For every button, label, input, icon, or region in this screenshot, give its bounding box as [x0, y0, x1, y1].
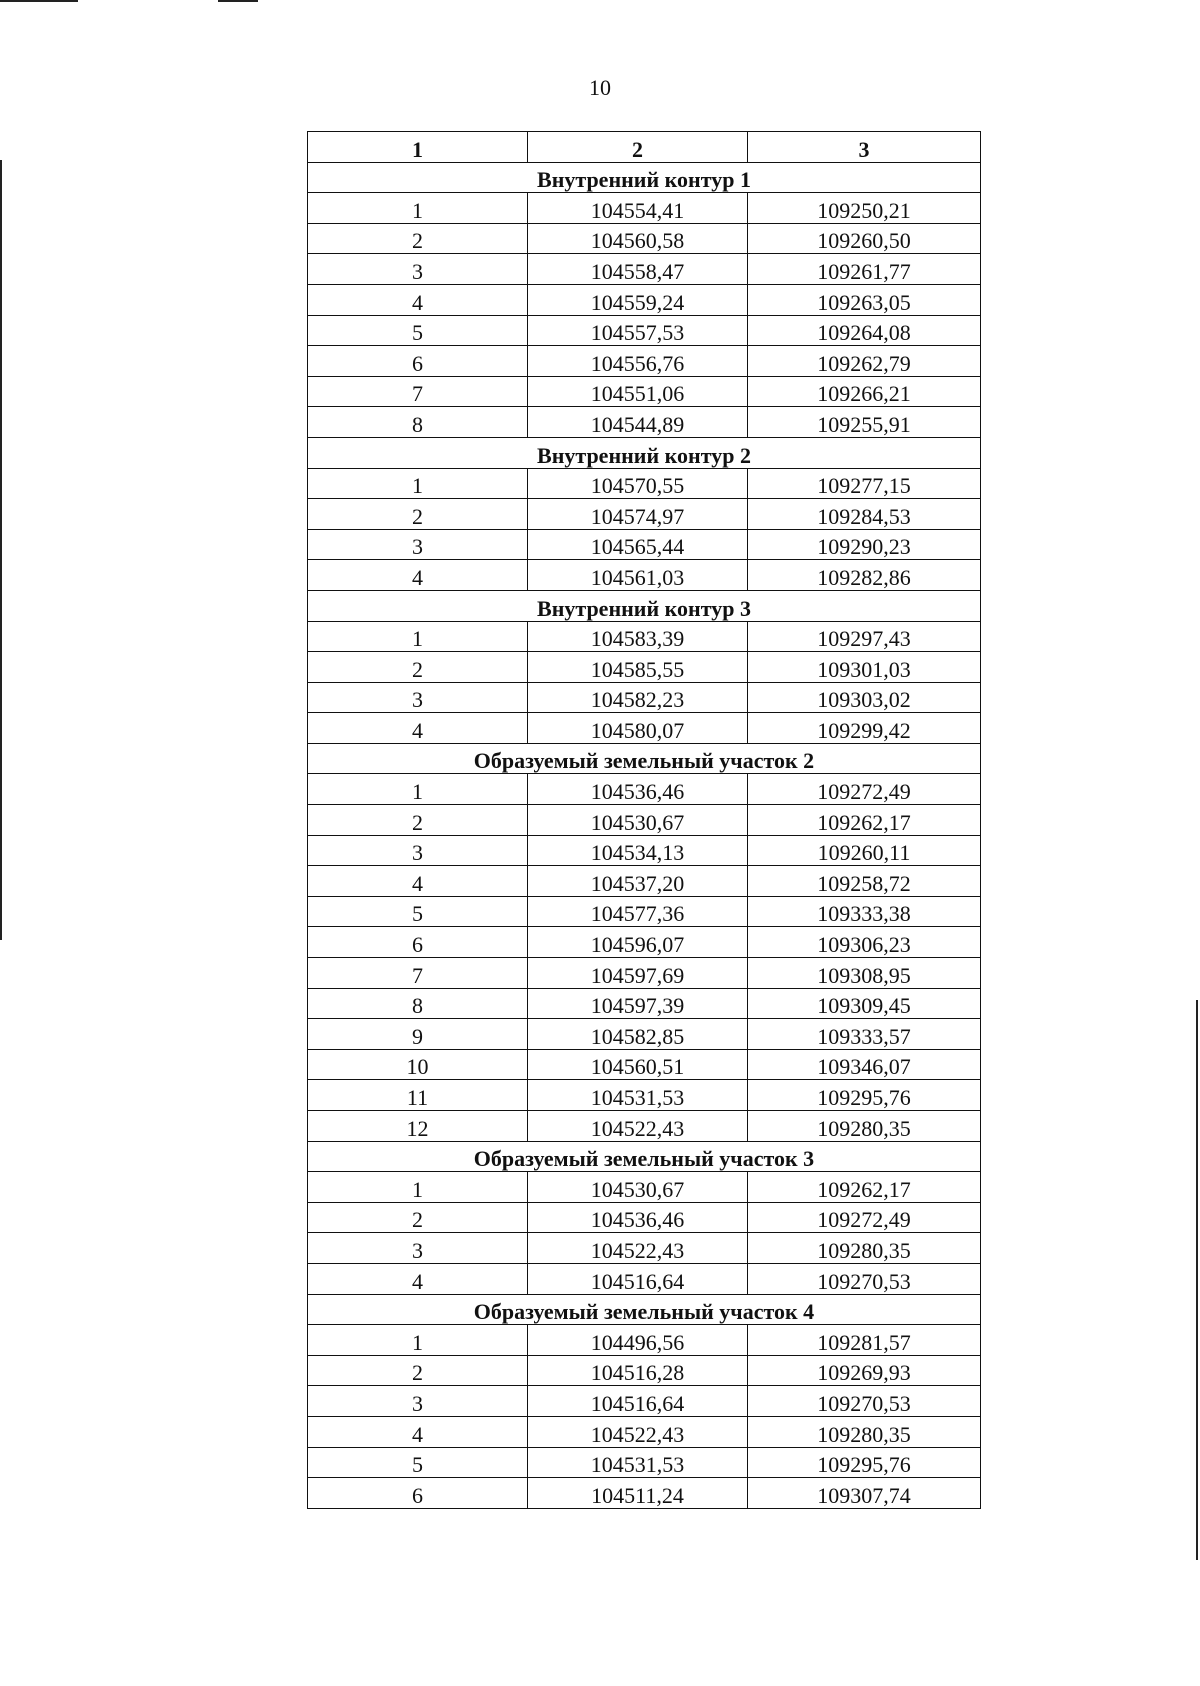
- x-coordinate-cell: 104516,28: [528, 1355, 748, 1386]
- y-coordinate-cell: 109284,53: [748, 499, 981, 530]
- table-row: [308, 1111, 981, 1142]
- table-row: [308, 835, 981, 866]
- coordinates-table: [307, 131, 981, 1509]
- x-coordinate-cell: 104511,24: [528, 1478, 748, 1509]
- point-number-cell: 5: [308, 1447, 528, 1478]
- table-row: [308, 254, 981, 285]
- x-coordinate-cell: 104561,03: [528, 560, 748, 591]
- point-number-cell: 2: [308, 652, 528, 683]
- table-row: [308, 866, 981, 897]
- section-row: [308, 437, 981, 468]
- y-coordinate-cell: 109299,42: [748, 713, 981, 744]
- section-title: Образуемый земельный участок 2: [308, 743, 981, 774]
- y-coordinate-cell: 109295,76: [748, 1080, 981, 1111]
- x-coordinate-cell: 104516,64: [528, 1386, 748, 1417]
- point-number-cell: 6: [308, 1478, 528, 1509]
- table-row: [308, 621, 981, 652]
- x-coordinate-cell: 104534,13: [528, 835, 748, 866]
- x-coordinate-cell: 104577,36: [528, 896, 748, 927]
- y-coordinate-cell: 109264,08: [748, 315, 981, 346]
- section-title: Внутренний контур 1: [308, 162, 981, 193]
- table-row: [308, 346, 981, 377]
- point-number-cell: 3: [308, 1386, 528, 1417]
- point-number-cell: 3: [308, 835, 528, 866]
- table-row: [308, 315, 981, 346]
- table-row: [308, 1325, 981, 1356]
- x-coordinate-cell: 104556,76: [528, 346, 748, 377]
- x-coordinate-cell: 104531,53: [528, 1080, 748, 1111]
- header-cell-x: 2: [528, 132, 748, 163]
- point-number-cell: 6: [308, 346, 528, 377]
- point-number-cell: 9: [308, 1019, 528, 1050]
- table-row: [308, 1019, 981, 1050]
- y-coordinate-cell: 109270,53: [748, 1386, 981, 1417]
- table-header-row: [308, 132, 981, 163]
- x-coordinate-cell: 104551,06: [528, 376, 748, 407]
- y-coordinate-cell: 109280,35: [748, 1233, 981, 1264]
- table-row: [308, 1263, 981, 1294]
- y-coordinate-cell: 109308,95: [748, 958, 981, 989]
- section-title: Образуемый земельный участок 3: [308, 1141, 981, 1172]
- y-coordinate-cell: 109277,15: [748, 468, 981, 499]
- point-number-cell: 1: [308, 193, 528, 224]
- x-coordinate-cell: 104597,69: [528, 958, 748, 989]
- y-coordinate-cell: 109280,35: [748, 1416, 981, 1447]
- point-number-cell: 8: [308, 988, 528, 1019]
- table-row: [308, 193, 981, 224]
- point-number-cell: 4: [308, 284, 528, 315]
- table-row: [308, 1049, 981, 1080]
- table-row: [308, 1233, 981, 1264]
- point-number-cell: 12: [308, 1111, 528, 1142]
- section-title: Внутренний контур 2: [308, 437, 981, 468]
- header-cell-y: 3: [748, 132, 981, 163]
- table-row: [308, 1202, 981, 1233]
- point-number-cell: 2: [308, 1202, 528, 1233]
- x-coordinate-cell: 104522,43: [528, 1416, 748, 1447]
- y-coordinate-cell: 109270,53: [748, 1263, 981, 1294]
- table-row: [308, 682, 981, 713]
- coordinates-table-body: [308, 132, 981, 1509]
- point-number-cell: 5: [308, 315, 528, 346]
- scan-edge-mark-top-left: [0, 0, 78, 2]
- x-coordinate-cell: 104544,89: [528, 407, 748, 438]
- scan-edge-mark-top: [218, 0, 258, 2]
- y-coordinate-cell: 109333,57: [748, 1019, 981, 1050]
- y-coordinate-cell: 109307,74: [748, 1478, 981, 1509]
- table-row: [308, 652, 981, 683]
- table-row: [308, 1478, 981, 1509]
- x-coordinate-cell: 104597,39: [528, 988, 748, 1019]
- point-number-cell: 4: [308, 1416, 528, 1447]
- x-coordinate-cell: 104537,20: [528, 866, 748, 897]
- x-coordinate-cell: 104574,97: [528, 499, 748, 530]
- point-number-cell: 2: [308, 805, 528, 836]
- y-coordinate-cell: 109297,43: [748, 621, 981, 652]
- section-title: Образуемый земельный участок 4: [308, 1294, 981, 1325]
- y-coordinate-cell: 109255,91: [748, 407, 981, 438]
- x-coordinate-cell: 104530,67: [528, 805, 748, 836]
- y-coordinate-cell: 109261,77: [748, 254, 981, 285]
- table-row: [308, 1172, 981, 1203]
- x-coordinate-cell: 104580,07: [528, 713, 748, 744]
- table-row: [308, 468, 981, 499]
- y-coordinate-cell: 109280,35: [748, 1111, 981, 1142]
- y-coordinate-cell: 109260,50: [748, 223, 981, 254]
- scan-edge-line-right: [1196, 1000, 1198, 1560]
- table-row: [308, 927, 981, 958]
- section-row: [308, 1294, 981, 1325]
- table-row: [308, 774, 981, 805]
- y-coordinate-cell: 109250,21: [748, 193, 981, 224]
- section-row: [308, 162, 981, 193]
- table-row: [308, 1416, 981, 1447]
- point-number-cell: 1: [308, 1325, 528, 1356]
- x-coordinate-cell: 104583,39: [528, 621, 748, 652]
- y-coordinate-cell: 109262,17: [748, 1172, 981, 1203]
- x-coordinate-cell: 104585,55: [528, 652, 748, 683]
- x-coordinate-cell: 104559,24: [528, 284, 748, 315]
- y-coordinate-cell: 109260,11: [748, 835, 981, 866]
- table-row: [308, 896, 981, 927]
- x-coordinate-cell: 104530,67: [528, 1172, 748, 1203]
- point-number-cell: 1: [308, 774, 528, 805]
- x-coordinate-cell: 104522,43: [528, 1233, 748, 1264]
- point-number-cell: 4: [308, 1263, 528, 1294]
- y-coordinate-cell: 109269,93: [748, 1355, 981, 1386]
- point-number-cell: 1: [308, 468, 528, 499]
- x-coordinate-cell: 104582,85: [528, 1019, 748, 1050]
- x-coordinate-cell: 104560,51: [528, 1049, 748, 1080]
- point-number-cell: 4: [308, 713, 528, 744]
- y-coordinate-cell: 109262,79: [748, 346, 981, 377]
- y-coordinate-cell: 109333,38: [748, 896, 981, 927]
- x-coordinate-cell: 104536,46: [528, 1202, 748, 1233]
- point-number-cell: 2: [308, 1355, 528, 1386]
- y-coordinate-cell: 109281,57: [748, 1325, 981, 1356]
- section-row: [308, 590, 981, 621]
- point-number-cell: 11: [308, 1080, 528, 1111]
- y-coordinate-cell: 109301,03: [748, 652, 981, 683]
- table-row: [308, 1355, 981, 1386]
- point-number-cell: 4: [308, 866, 528, 897]
- y-coordinate-cell: 109303,02: [748, 682, 981, 713]
- table-row: [308, 376, 981, 407]
- table-row: [308, 529, 981, 560]
- x-coordinate-cell: 104596,07: [528, 927, 748, 958]
- table-row: [308, 1080, 981, 1111]
- x-coordinate-cell: 104496,56: [528, 1325, 748, 1356]
- header-cell-point: 1: [308, 132, 528, 163]
- x-coordinate-cell: 104516,64: [528, 1263, 748, 1294]
- x-coordinate-cell: 104531,53: [528, 1447, 748, 1478]
- point-number-cell: 8: [308, 407, 528, 438]
- x-coordinate-cell: 104582,23: [528, 682, 748, 713]
- section-row: [308, 1141, 981, 1172]
- table-row: [308, 1386, 981, 1417]
- point-number-cell: 10: [308, 1049, 528, 1080]
- point-number-cell: 2: [308, 223, 528, 254]
- point-number-cell: 5: [308, 896, 528, 927]
- y-coordinate-cell: 109262,17: [748, 805, 981, 836]
- section-row: [308, 743, 981, 774]
- table-row: [308, 713, 981, 744]
- table-row: [308, 284, 981, 315]
- x-coordinate-cell: 104558,47: [528, 254, 748, 285]
- y-coordinate-cell: 109263,05: [748, 284, 981, 315]
- table-row: [308, 1447, 981, 1478]
- page-number: 10: [589, 75, 611, 100]
- point-number-cell: 2: [308, 499, 528, 530]
- x-coordinate-cell: 104560,58: [528, 223, 748, 254]
- point-number-cell: 7: [308, 958, 528, 989]
- y-coordinate-cell: 109309,45: [748, 988, 981, 1019]
- point-number-cell: 3: [308, 682, 528, 713]
- y-coordinate-cell: 109346,07: [748, 1049, 981, 1080]
- table-row: [308, 988, 981, 1019]
- point-number-cell: 1: [308, 621, 528, 652]
- y-coordinate-cell: 109282,86: [748, 560, 981, 591]
- point-number-cell: 7: [308, 376, 528, 407]
- x-coordinate-cell: 104557,53: [528, 315, 748, 346]
- table-row: [308, 223, 981, 254]
- x-coordinate-cell: 104570,55: [528, 468, 748, 499]
- scan-edge-line-left: [0, 160, 2, 940]
- y-coordinate-cell: 109290,23: [748, 529, 981, 560]
- table-row: [308, 805, 981, 836]
- y-coordinate-cell: 109272,49: [748, 774, 981, 805]
- table-row: [308, 958, 981, 989]
- x-coordinate-cell: 104522,43: [528, 1111, 748, 1142]
- point-number-cell: 3: [308, 529, 528, 560]
- section-title: Внутренний контур 3: [308, 590, 981, 621]
- table-row: [308, 560, 981, 591]
- x-coordinate-cell: 104536,46: [528, 774, 748, 805]
- y-coordinate-cell: 109258,72: [748, 866, 981, 897]
- point-number-cell: 4: [308, 560, 528, 591]
- table-row: [308, 499, 981, 530]
- point-number-cell: 6: [308, 927, 528, 958]
- point-number-cell: 3: [308, 254, 528, 285]
- point-number-cell: 3: [308, 1233, 528, 1264]
- y-coordinate-cell: 109272,49: [748, 1202, 981, 1233]
- point-number-cell: 1: [308, 1172, 528, 1203]
- table-row: [308, 407, 981, 438]
- y-coordinate-cell: 109295,76: [748, 1447, 981, 1478]
- y-coordinate-cell: 109266,21: [748, 376, 981, 407]
- x-coordinate-cell: 104554,41: [528, 193, 748, 224]
- y-coordinate-cell: 109306,23: [748, 927, 981, 958]
- x-coordinate-cell: 104565,44: [528, 529, 748, 560]
